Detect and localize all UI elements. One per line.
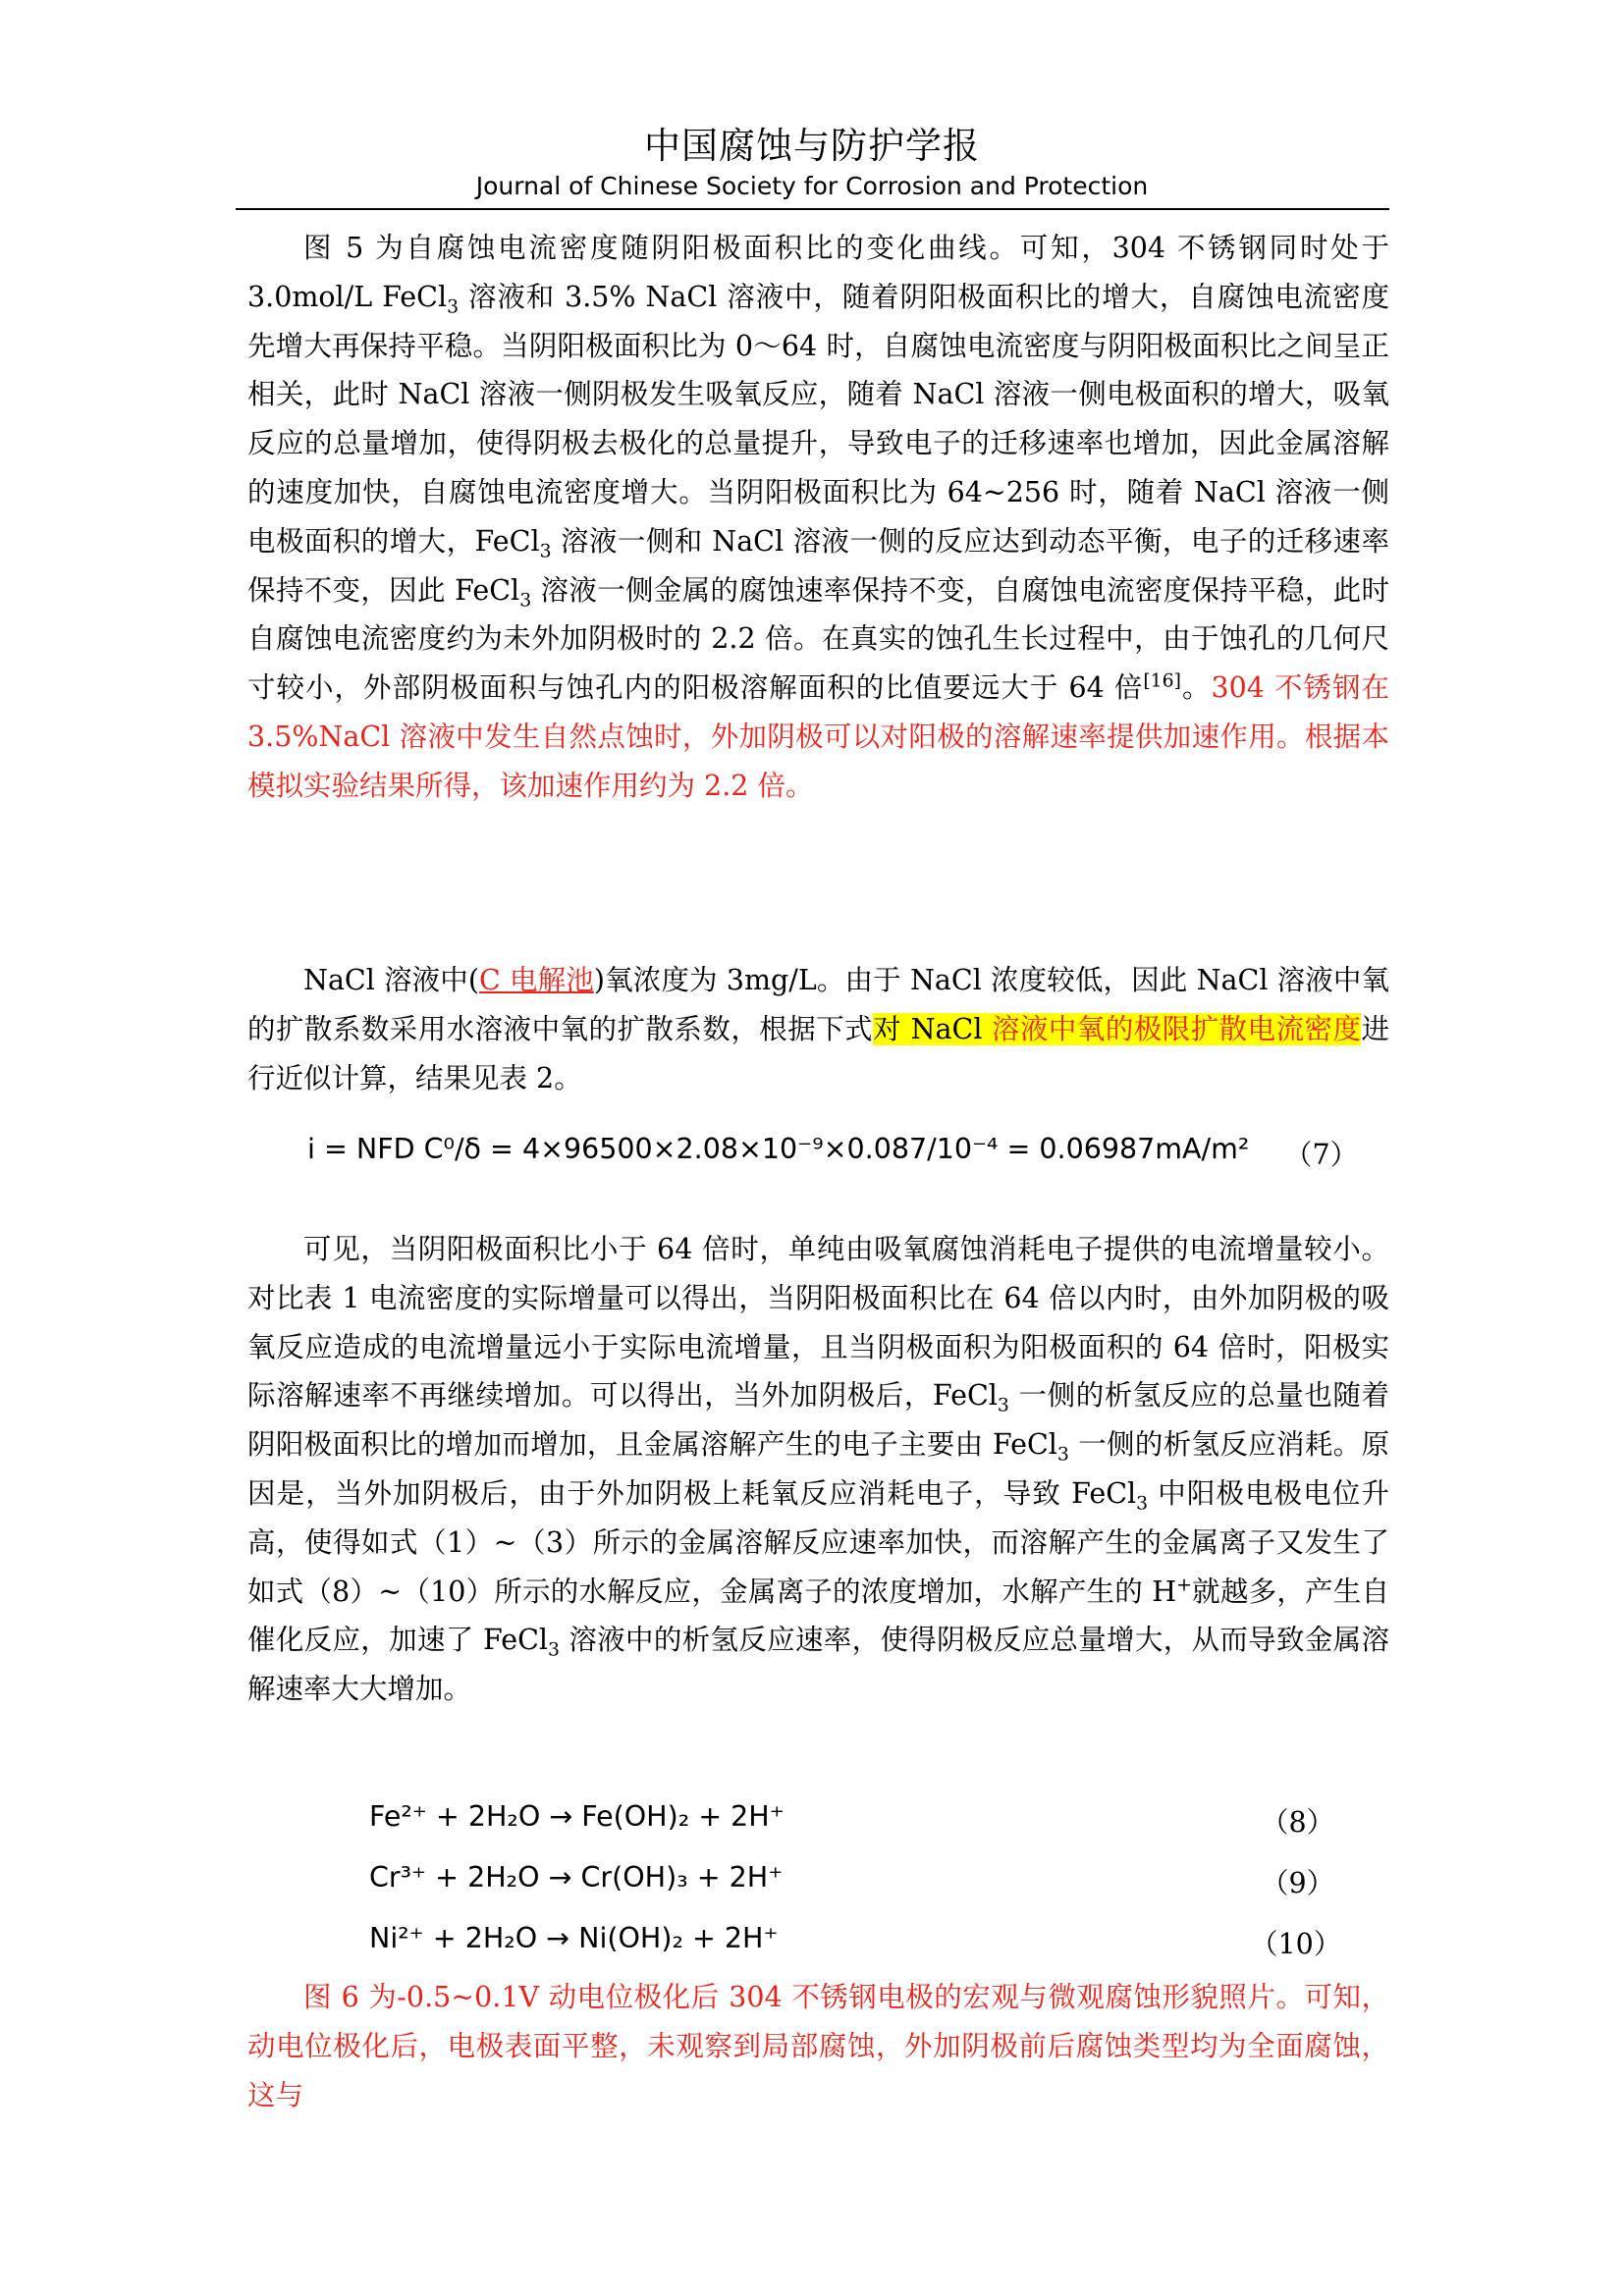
equation-10-formula: Ni²⁺ + 2H₂O → Ni(OH)₂ + 2H⁺: [369, 1922, 779, 1954]
journal-title-en: Journal of Chinese Society for Corrosion and Protection: [475, 172, 1149, 200]
header-rule: [236, 208, 1389, 210]
equation-9-formula: Cr³⁺ + 2H₂O → Cr(OH)₃ + 2H⁺: [369, 1861, 784, 1894]
red-conclusion-text: 304 不锈钢在 3.5%NaCl 溶液中发生自然点蚀时，外加阴极可以对阳极的溶解速率提供加速作用。根据本模拟实验结果所得，该加速作用约为 2.2 倍。: [247, 671, 1389, 802]
paragraph-fig6-discussion: [247, 1973, 1389, 2119]
paragraph-oxygen-diffusion: NaCl 溶液中(C 电解池)氧浓度为 3mg/L。由于 NaCl 浓度较低，因此 NaCl 溶液中氧的扩散系数采用水溶液中氧的扩散系数，根据下式对 NaCl 溶液中氧的极限扩散电流密度进行近似计算，结果见表 2。: [247, 964, 1390, 1095]
red-fig6-text: 图 6 为-0.5~0.1V 动电位极化后 304 不锈钢电极的宏观与微观腐蚀形貌照片。可知，动电位极化后，电极表面平整，未观察到局部腐蚀，外加阴极前后腐蚀类型均为全面腐蚀，这与: [247, 1981, 1389, 2111]
equation-8-number: （8）: [1261, 1806, 1335, 1839]
paragraph-current-increment: 可见，当阴阳极面积比小于 64 倍时，单纯由吸氧腐蚀消耗电子提供的电流增量较小。对比表 1 电流密度的实际增量可以得出，当阴阳极面积比在 64 倍以内时，由外加阴极的吸氧反应造成的电流增量远小于实际电流增量，且当阴极面积为阳极面积的 64 倍时，阳极实际溶解速率不再继续增加。可以得出，当外加阴极后，FeCl$_3$ 一侧的析氢反应的总量也随着阴阳极面积比的增加而增加，且金属溶解产生的电子主要由 FeCl$_3$ 一侧的析氢反应消耗。原因是，当外加阴极后，由于外加阴极上耗氧反应消耗电子，导致 FeCl$_3$ 中阳极电极电位升高，使得如式（1）~（3）所示的金属溶解反应速率加快，而溶解产生的金属离子又发生了如式（8）~（10）所示的水解反应，金属离子的浓度增加，水解产生的 H+就越多，产生自催化反应，加速了 FeCl$_3$ 溶液中的析氢反应速率，使得阴极反应总量增大，从而导致金属溶解速率大大增加。: [247, 1233, 1389, 1706]
journal-title-cn: 中国腐蚀与防护学报: [644, 125, 980, 167]
equation-9-number: （9）: [1261, 1867, 1335, 1899]
highlight-text-2: 溶液中氧的极限扩散电流密度: [991, 1012, 1362, 1045]
equation-7: [0, 1133, 1624, 1182]
paragraph-fig5-discussion: 图 5 为自腐蚀电流密度随阴阳极面积比的变化曲线。可知，304 不锈钢同时处于 3.0mol/L FeCl$_3$ 溶液和 3.5% NaCl 溶液中，随着阴阳极面积比的增大，自腐蚀电流密度先增大再保持平稳。当阴阳极面积比为 0～64 时，自腐蚀电流密度与阴阳极面积比之间呈正相关，此时 NaCl 溶液一侧阴极发生吸氧反应，随着 NaCl 溶液一侧电极面积的增大，吸氧反应的总量增加，使得阴极去极化的总量提升，导致电子的迁移速率也增加，因此金属溶解的速度加快，自腐蚀电流密度增大。当阴阳极面积比为 64~256 时，随着 NaCl 溶液一侧电极面积的增大，FeCl$_3$ 溶液一侧和 NaCl 溶液一侧的反应达到动态平衡，电子的迁移速率保持不变，因此 FeCl$_3$ 溶液一侧金属的腐蚀速率保持不变，自腐蚀电流密度保持平稳，此时自腐蚀电流密度约为未外加阴极时的 2.2 倍。在真实的蚀孔生长过程中，由于蚀孔的几何尺寸较小，外部阴极面积与蚀孔内的阳极溶解面积的比值要远大于 64 倍[16]。304 不锈钢在 3.5%NaCl 溶液中发生自然点蚀时，外加阴极可以对阳极的溶解速率提供加速作用。根据本模拟实验结果所得，该加速作用约为 2.2 倍。: [247, 232, 1389, 802]
equation-10: [0, 1922, 1624, 1971]
equation-9: [0, 1861, 1624, 1910]
electrolytic-cell-link[interactable]: C 电解池: [479, 964, 594, 996]
citation-ref-16[interactable]: [16]: [1143, 670, 1181, 692]
equation-7-number: （7）: [1284, 1139, 1359, 1171]
equation-8: [0, 1800, 1624, 1849]
highlight-text-1: 对 NaCl: [873, 1012, 992, 1045]
equation-7-formula: i = NFD C⁰/δ = 4×96500×2.08×10⁻⁹×0.087/10⁻⁴ = 0.06987mA/m²: [307, 1133, 1250, 1165]
equation-8-formula: Fe²⁺ + 2H₂O → Fe(OH)₂ + 2H⁺: [369, 1800, 785, 1833]
equation-10-number: （10）: [1250, 1928, 1342, 1960]
